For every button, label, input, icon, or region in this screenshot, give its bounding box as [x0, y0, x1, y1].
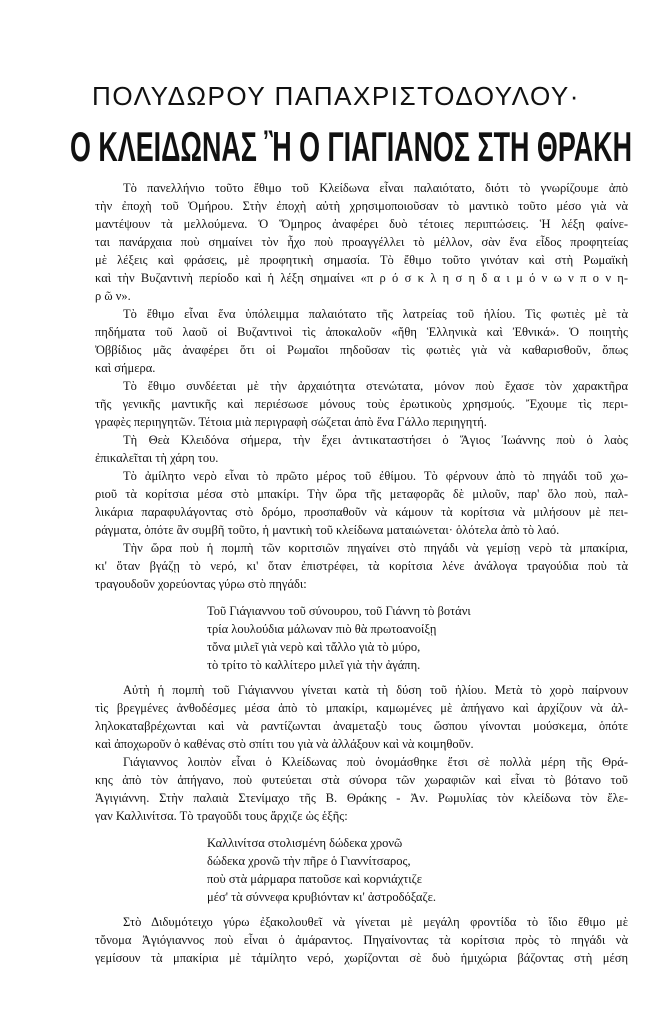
paragraph-line: μὲ λέξεις καὶ φράσεις, μὲ προφητικὴ σημασία. Τὸ ἔθιμο τοῦτο γινόταν καὶ στὴ Ρωμαϊκὴ [95, 253, 628, 267]
paragraph [95, 681, 628, 753]
paragraph-line: τὶς βρεγμένες ἀνθοδέσμες μέσα ἀπὸ τὸ μπακίρι, καμωμένες μὲ ἀπήγανο καὶ ἀρχίζουν νὰ ἀλ- [95, 701, 628, 715]
paragraph-line: ἐπικαλεῖται τὴ χάρη του. [95, 451, 219, 465]
paragraph-line: Στὸ Διδυμότειχο γύρω ἐξακολουθεῖ νὰ γίνεται μὲ μεγάλη φροντίδα τὸ ἴδιο ἔθιμο μὲ [123, 915, 628, 929]
paragraph-line: καὶ τὴν Βυζαντινὴ περίοδο καὶ ἡ λέξη σημαίνει «π ρ ό σ κ λ η σ η δ α ι μ ό ν ω ν π ο ν η- [95, 271, 628, 285]
paragraph [95, 753, 628, 825]
paragraph-line: λικάρια παραφυλάγοντας στὸ δρόμο, προσπαθοῦν νὰ κάμουν τὰ κορίτσια νὰ μιλήσουν μὲ πει- [95, 505, 628, 519]
paragraph [95, 179, 628, 305]
verse-line: τρία λουλούδια μάλωναν πιὸ θὰ πρωτοανοίξῃ [207, 622, 437, 636]
paragraph-line: Τὸ ἔθιμο συνδέεται μὲ τὴν ἀρχαιότητα στενώτατα, μόνον ποὺ ἔχασε τὸν χαρακτῆρα [123, 379, 628, 393]
verse-line: δώδεκα χρονῶ τὴν πῆρε ὁ Γιαννίτσαρος, [207, 854, 411, 868]
author-name: ΠΟΛΥΔΩΡΟΥ ΠΑΠΑΧΡΙΣΤΟΔΟΥΛΟΥ· [92, 81, 580, 111]
verse-line: μέσ' τὰ σύννεφα κρυβιόνταν κι' ἀστροδόξαζε. [207, 890, 437, 904]
paragraph-line: καὶ σήμερα. [95, 361, 156, 375]
paragraph-line: Τὸ ἔθιμο εἶναι ἕνα ὑπόλειμμα παλαιότατο τῆς λατρείας τοῦ ἡλίου. Τὶς φωτιὲς μὲ τὰ [123, 307, 628, 321]
paragraph-line: γαν Καλλινίτσα. Τὸ τραγοῦδι τους ἄρχιζε ὡς ἑξῆς: [95, 809, 348, 823]
article-body [95, 179, 628, 967]
article-title: Ο ΚΛΕΙΔΩΝΑΣ Ἢ Ο ΓΙΑΓΙΑΝΟΣ ΣΤΗ ΘΡΑΚΗ [70, 123, 632, 170]
article-title-heading [70, 124, 632, 170]
paragraph-line: κι' ὅταν βγάζῃ τὸ νερό, κι' ὅταν ἐπιστρέφει, τὰ κορίτσια λένε ἀνάλογα τραγούδια ποὺ τὰ [95, 559, 628, 573]
paragraph [95, 377, 628, 431]
paragraph-line: μαντέψουν τὰ μελλούμενα. Ὁ Ὅμηρος ἀναφέρει δυὸ τέτοιες περιπτώσεις. Ἡ λέξη φαίνε- [95, 217, 628, 231]
verse-line: τὸ τρίτο τὸ καλλίτερο μιλεῖ γιὰ τὴν ἀγάπη. [207, 658, 421, 672]
verse-line: τὄνα μιλεῖ γιὰ νερὸ καὶ τἄλλο γιὰ τὸ μύρο, [207, 640, 421, 654]
paragraph [95, 539, 628, 593]
paragraph-line: γεμίσουν τὰ μπακίρια μὲ τἀμίλητο νερό, χωρίζονται σὲ δυὸ ἡμιχώρια βάζοντας στὴ μέση [95, 951, 628, 965]
paragraph-line: τὄνομα Ἀγιόγιαννος ποὺ εἶναι ὁ ἀμάραντος. Πηγαίνοντας τὰ κορίτσια πρὸς τὸ πηγάδι νὰ [95, 933, 628, 947]
paragraph-line: ριοῦ τὰ κορίτσια μέσα στὸ μπακίρι. Τὴν ὥρα τῆς μεταφορᾶς δὲ μιλοῦν, παρ' ὅλο ποὺ, παλ- [95, 487, 628, 501]
author-heading [92, 80, 580, 112]
paragraph-line: πηδήματα τοῦ λαοῦ οἱ Βυζαντινοὶ τὶς ἀποκαλοῦν «ἤθη Ἑλληνικὰ καὶ Ἐθνικά». Ὁ ποιητὴς [95, 325, 628, 339]
paragraph-line: Τὸ ἀμίλητο νερὸ εἶναι τὸ πρῶτο μέρος τοῦ ἐθίμου. Τὸ φέρνουν ἀπὸ τὸ πηγάδι τοῦ χω- [123, 469, 628, 483]
paragraph-line: ρ ῶ ν». [95, 289, 131, 303]
verse-block [207, 602, 628, 674]
paragraph [95, 467, 628, 539]
paragraph-line: τραγουδοῦν χορεύοντας γύρω στὸ πηγάδι: [95, 577, 307, 591]
paragraph-line: γραφὲς περιηγητῶν. Τέτοια μιὰ περιγραφὴ σώζεται ἀπὸ ἕνα Γάλλο περιηγητή. [95, 415, 487, 429]
verse-block [207, 834, 628, 906]
verse-line: Καλλινίτσα στολισμένη δώδεκα χρονῶ [207, 836, 403, 850]
verse-line: Τοῦ Γιάγιαννου τοῦ σύνουρου, τοῦ Γιάννη τὸ βοτάνι [207, 604, 471, 618]
paragraph [95, 913, 628, 967]
paragraph-line: τῆς γενικῆς μαντικῆς καὶ περιέσωσε μόνους τοὺς ἐρωτικοὺς χρησμούς. Ἔχουμε τὶς περι- [95, 397, 628, 411]
paragraph-line: τὴν ἐποχὴ τοῦ Ὁμήρου. Στὴν ἐποχὴ αὐτὴ χρησιμοποιοῦσαν τὸ μαντικὸ τοῦτο μέσο γιὰ νὰ [95, 199, 628, 213]
paragraph-line: ληλοκαταβρέχωνται καὶ νὰ ραντίζωνται ἀναμεταξὺ τους ὥσπου γίνονται μούσκεμα, ὁπότε [95, 719, 628, 733]
paragraph-line: Τὸ πανελλήνιο τοῦτο ἔθιμο τοῦ Κλείδωνα εἶναι παλαιότατο, διότι τὸ γνωρίζουμε ἀπὸ [123, 181, 628, 195]
paragraph-line: ται πανάρχαια ποὺ σημαίνει τὸν ἦχο ποὺ προαγγέλλει τὸ μέλλον, σὰν ἕνα εἶδος προφητείας [95, 235, 628, 249]
paragraph-line: ράγματα, ὁπότε ἂν συμβῆ τοῦτο, ἡ μαντικὴ τοῦ κλείδωνα ματαιώνεται· ὁλότελα ἀπὸ τὸ λαό. [95, 523, 560, 537]
paragraph [95, 305, 628, 377]
paragraph-line: Αὐτὴ ἡ πομπὴ τοῦ Γιάγιαννου γίνεται κατὰ τὴ δύση τοῦ ἡλίου. Μετὰ τὸ χορὸ παίρνουν [123, 683, 628, 697]
paragraph-line: κης ἀπὸ τὸν ἀπήγανο, ποὺ φυτεύεται στὰ σύνορα τῶν χωραφιῶν καὶ εἶναι τὸ βότανο τοῦ [95, 773, 628, 787]
paragraph-line: Τὴν ὥρα ποὺ ἡ πομπὴ τῶν κοριτσιῶν πηγαίνει στὸ πηγάδι νὰ γεμίσῃ νερὸ τὰ μπακίρια, [123, 541, 628, 555]
paragraph-line: Τὴ Θεὰ Κλειδόνα σήμερα, τὴν ἔχει ἀντικαταστήσει ὁ Ἅγιος Ἰωάννης ποὺ ὁ λαὸς [123, 433, 628, 447]
paragraph-line: Ἁγιγιάννη. Στὴν παλαιὰ Στενίμαχο τῆς Β. Θράκης - Ἀν. Ρωμυλίας τὸν κλείδωνα τὸν ἔλε- [95, 791, 628, 805]
verse-line: ποὺ στὰ μάρμαρα πατοῦσε καὶ κορνιάχτιζε [207, 872, 423, 886]
paragraph-line: Ὀββίδιος μᾶς ἀναφέρει ὅτι οἱ Ρωμαῖοι πηδοῦσαν τὶς φωτιὲς γιὰ νὰ καθαρισθοῦν, ὅπως [95, 343, 628, 357]
paragraph-line: καὶ ἀποχωροῦν ὁ καθένας στὸ σπίτι του γιὰ νὰ ἀλλάξουν καὶ νὰ κοιμηθοῦν. [95, 737, 474, 751]
paragraph [95, 431, 628, 467]
paragraph-line: Γιάγιαννος λοιπὸν εἶναι ὁ Κλείδωνας ποὺ ὀνομάσθηκε ἔτσι σὲ πολλὰ μέρη τῆς Θρά- [123, 755, 628, 769]
